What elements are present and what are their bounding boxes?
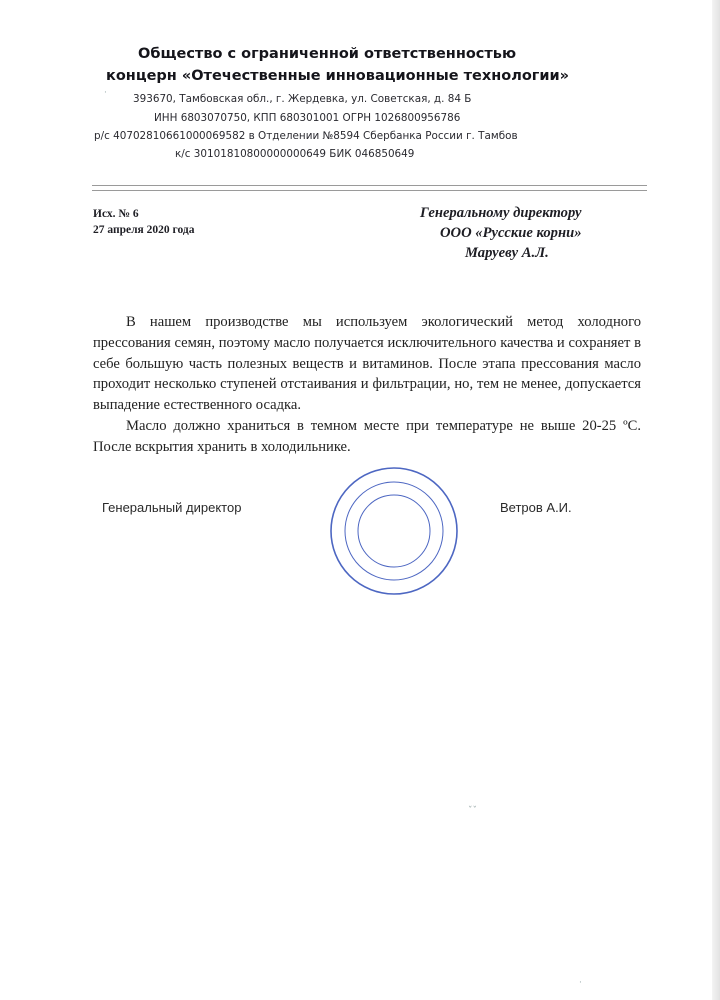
signatory-position: Генеральный директор	[102, 500, 242, 515]
outgoing-number: Исх. № 6	[93, 208, 139, 220]
company-stamp-seal	[328, 465, 460, 597]
body-paragraph-1: В нашем производстве мы используем экологический метод холодного прессования семян, поэтому масло получается исключительного качества и сохраняет в себе большую часть полезных веществ и витаминов. После этапа прессования масло проходит несколько ступеней отстаивания и фильтрации, но, тем не менее, допускается выпадение естественного осадка.	[93, 314, 641, 414]
header-rule-bottom	[92, 190, 647, 191]
letterhead-title-line2: концерн «Отечественные инновационные технологии»	[106, 68, 570, 84]
scan-speck: ˇˇ	[468, 806, 477, 816]
signatory-name: Ветров А.И.	[500, 500, 572, 515]
body-paragraph-2: Масло должно храниться в темном месте при температуре не выше 20-25 ºС. После вскрытия хранить в холодильнике.	[93, 417, 641, 455]
header-rule-top	[92, 185, 647, 186]
letterhead-title-line1: Общество с ограниченной ответственностью	[138, 46, 517, 62]
scan-speck: ·	[104, 88, 107, 98]
addressee-line1: Генеральному директору	[420, 205, 582, 221]
scan-speck: ·	[579, 978, 582, 988]
addressee-line2: ООО «Русские корни»	[440, 225, 582, 241]
letter-body	[93, 312, 641, 458]
letterhead-account: р/с 40702810661000069582 в Отделении №8594 Сбербанка России г. Тамбов	[94, 130, 518, 142]
letterhead-address: 393670, Тамбовская обл., г. Жердевка, ул. Советская, д. 84 Б	[133, 93, 472, 105]
letter-date: 27 апреля 2020 года	[93, 224, 195, 236]
letterhead-ids: ИНН 6803070750, КПП 680301001 ОГРН 1026800956786	[154, 112, 461, 124]
addressee-line3: Маруеву А.Л.	[465, 245, 549, 261]
letterhead-corr-account: к/с 30101810800000000649 БИК 046850649	[175, 148, 415, 160]
